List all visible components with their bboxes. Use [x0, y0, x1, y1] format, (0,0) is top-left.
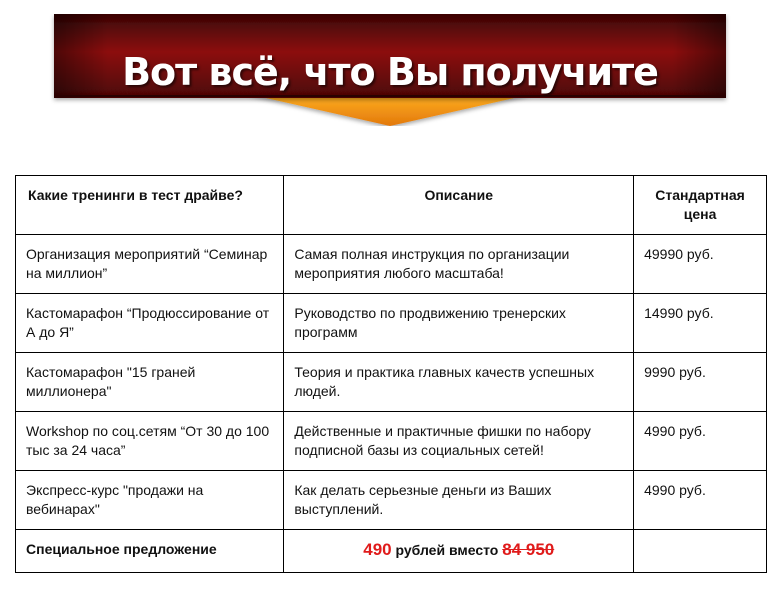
training-description: Действенные и практичные фишки по набору подписной базы из социальных сетей!	[284, 412, 634, 471]
training-name: Кастомарафон "15 граней миллионера"	[16, 353, 284, 412]
special-offer-row	[16, 530, 767, 573]
offer-old-price: 84 950	[502, 540, 555, 559]
training-name: Кастомарафон “Продюссирование от А до Я”	[16, 294, 284, 353]
special-offer-price	[284, 530, 634, 573]
table-header-row	[16, 176, 767, 235]
training-description: Как делать серьезные деньги из Ваших выступлений.	[284, 471, 634, 530]
banner-title: Вот всё, что Вы получите	[122, 50, 658, 94]
offer-new-price: 490	[363, 540, 392, 559]
training-description: Самая полная инструкция по организации мероприятия любого масштаба!	[284, 235, 634, 294]
header-description: Описание	[284, 176, 634, 235]
training-name: Экспресс-курс "продажи на вебинарах"	[16, 471, 284, 530]
table-row	[16, 235, 767, 294]
training-price: 49990 руб.	[634, 235, 767, 294]
training-description: Теория и практика главных качеств успешных людей.	[284, 353, 634, 412]
table-row	[16, 353, 767, 412]
pricing-table	[15, 175, 767, 573]
offer-middle-text: рублей вместо	[395, 542, 499, 558]
training-name: Организация мероприятий “Семинар на миллион”	[16, 235, 284, 294]
training-price: 9990 руб.	[634, 353, 767, 412]
training-price: 4990 руб.	[634, 412, 767, 471]
header-banner	[48, 14, 732, 126]
header-standard-price: Стандартная цена	[634, 176, 767, 235]
header-trainings: Какие тренинги в тест драйве?	[16, 176, 284, 235]
table-row	[16, 412, 767, 471]
table-row	[16, 471, 767, 530]
special-offer-label: Специальное предложение	[16, 530, 284, 573]
training-name: Workshop по соц.сетям “От 30 до 100 тыс за 24 часа”	[16, 412, 284, 471]
training-price: 14990 руб.	[634, 294, 767, 353]
training-price: 4990 руб.	[634, 471, 767, 530]
special-offer-empty-cell	[634, 530, 767, 573]
table-row	[16, 294, 767, 353]
training-description: Руководство по продвижению тренерских программ	[284, 294, 634, 353]
